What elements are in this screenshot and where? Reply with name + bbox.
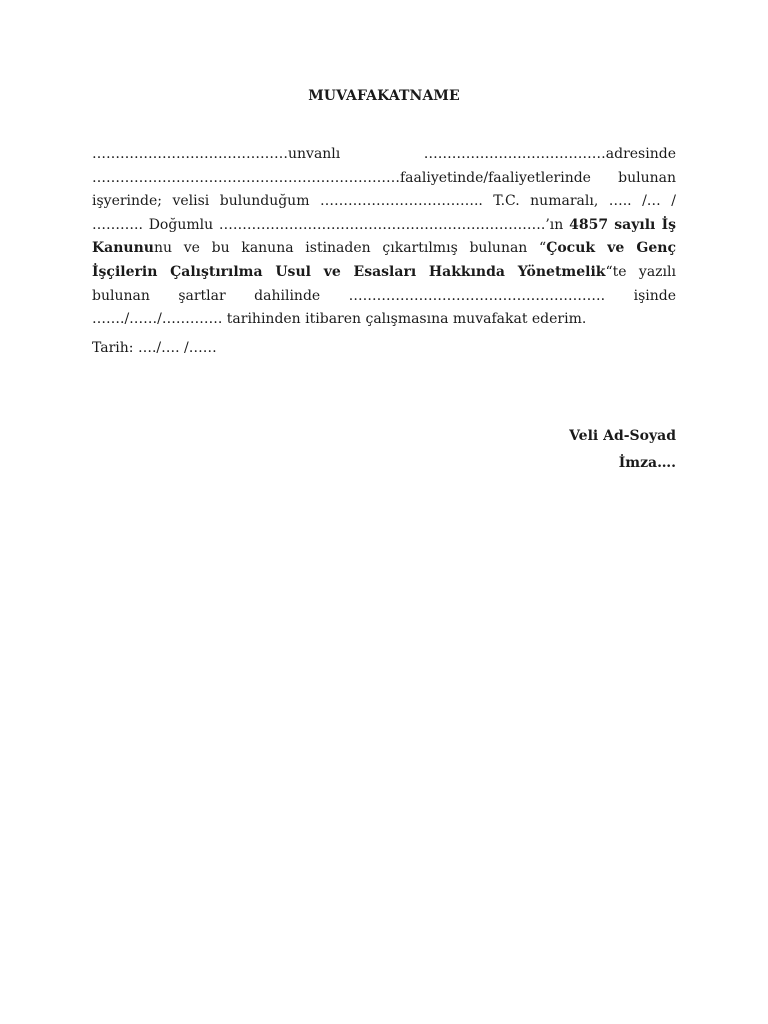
- document-title: MUVAFAKATNAME: [308, 88, 460, 104]
- consent-paragraph: [92, 143, 676, 332]
- paragraph-part-2: nu ve bu kanuna istinaden çıkartılmış bulunan “: [153, 240, 547, 257]
- paragraph-part-1: ……………………………………unvanlı …………………………………adresinde …………………………………………………………faaliyetinde/faaliyetlerinde bulunan işyerinde; velisi bulunduğum …………………………….. T.C. numaralı, ….. /… / ……….. Doğumlu …………………………………………………………….’ın: [92, 146, 676, 233]
- guardian-name-label: Veli Ad-Soyad: [569, 428, 676, 444]
- paragraph-part-3: “te yazılı bulunan şartlar dahilinde ………………………………………………. işinde ……./……/…………. tarihinden itibaren çalışmasına muvafakat ederim.: [92, 263, 676, 328]
- law-reference: 4857 sayılı İş Kanunu: [92, 216, 677, 257]
- regulation-reference: Çocuk ve Genç İşçilerin Çalıştırılma Usul ve Esasları Hakkında Yönetmelik: [92, 240, 676, 280]
- date-line: Tarih: …./…. /……: [92, 340, 217, 356]
- signature-label: İmza….: [618, 455, 676, 471]
- signature-block: [569, 423, 676, 477]
